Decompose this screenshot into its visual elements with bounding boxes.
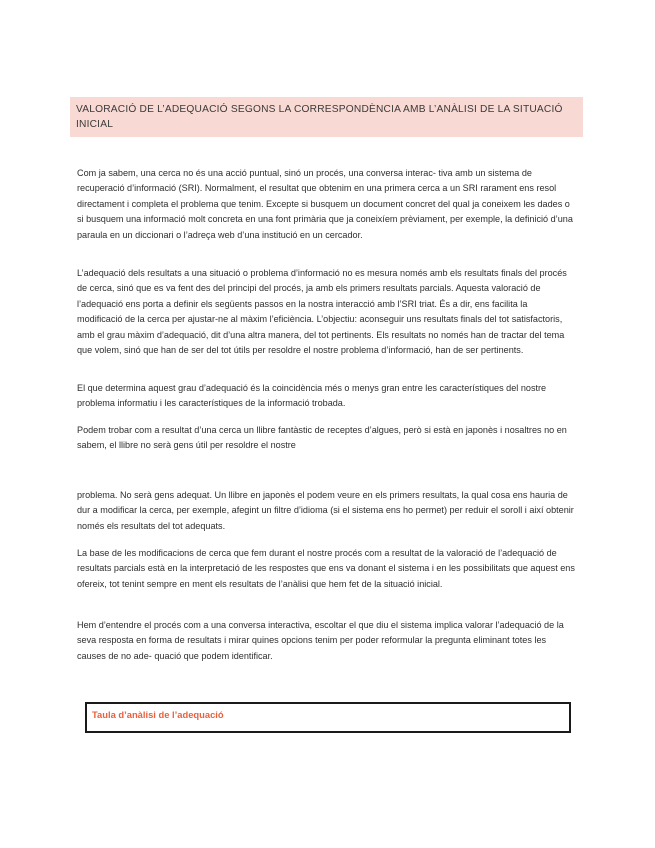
table-title: Taula d’anàlisi de l’adequació — [92, 709, 224, 720]
section-title: VALORACIÓ DE L’ADEQUACIÓ SEGONS LA CORRESPONDÈNCIA AMB L’ANÀLISI DE LA SITUACIÓ INICIAL — [76, 104, 563, 130]
paragraph-example: Podem trobar com a resultat d’una cerca un llibre fantàstic de receptes d’algues, però si està en japonès i nosaltres no en sabem, el llibre no serà gens útil per resoldre el nostre — [77, 425, 567, 451]
paragraph-example-continued: problema. No serà gens adequat. Un llibre en japonès el podem veure en els primers resultats, la qual cosa ens hauria de dur a modificar la cerca, per exemple, afegint un filtre d’idioma (si el sistema ens ho permet) per reduir el soroll i així obtenir només els resultats del tot adequats. — [77, 490, 574, 531]
section-header — [70, 97, 583, 137]
paragraph-degree: El que determina aquest grau d’adequació és la coincidència més o menys gran entre les característiques del nostre problema informatiu i les característiques de la informació trobada. — [77, 383, 547, 409]
paragraph-conversation: Hem d’entendre el procés com a una conversa interactiva, escoltar el que diu el sistema implica valorar l’adequació de la seva resposta en forma de resultats i mirar quines opcions tenim per poder reformular la pregunta eliminant totes les causes de no ade- quació que podem identificar. — [77, 620, 564, 661]
paragraph-intro: Com ja sabem, una cerca no és una acció puntual, sinó un procés, una conversa interac- tiva amb un sistema de recuperació d’informació (SRI). Normalment, el resultat que obtenim en una primera cerca a un SRI rarament ens resol directament i completa el problema que tenim. Excepte si busquem un document concret del qual ja coneixem les dades o si busquem una informació molt concreta en una font primària que ja coneixíem prèviament, per exemple, la definició d’una paraula en un diccionari o l’adreça web d’una institució en un cercador. — [77, 168, 573, 240]
paragraph-modifications: La base de les modificacions de cerca que fem durant el nostre procés com a resultat de la valoració de l’adequació de resultats parcials està en la interpretació de les respostes que ens va donant el sistema i en les possibilitats que aquest ens ofereix, tot tenint sempre en ment els resultats de l’anàlisi que hem fet de la situació inicial. — [77, 548, 575, 589]
paragraph-adequacy: L’adequació dels resultats a una situació o problema d’informació no es mesura només amb els resultats finals del procés de cerca, sinó que es va fent des del principi del procés, ja amb els primers resultats parcials. Aquesta valoració de l’adequació ens porta a definir els següents passos en la nostra interacció amb l’SRI triat. És a dir, ens facilita la modificació de la cerca per ajustar-ne al màxim l’eficiència. L’objectiu: aconseguir uns resultats finals del tot satisfactoris, amb el grau màxim d’adequació, dit d’una altra manera, del tot pertinents. Els resultats no només han de tractar del tema que volem, sinó que han de ser del tot útils per resoldre el nostre problema d’informació, han de ser pertinents. — [77, 268, 567, 356]
adequacy-table — [85, 702, 571, 733]
